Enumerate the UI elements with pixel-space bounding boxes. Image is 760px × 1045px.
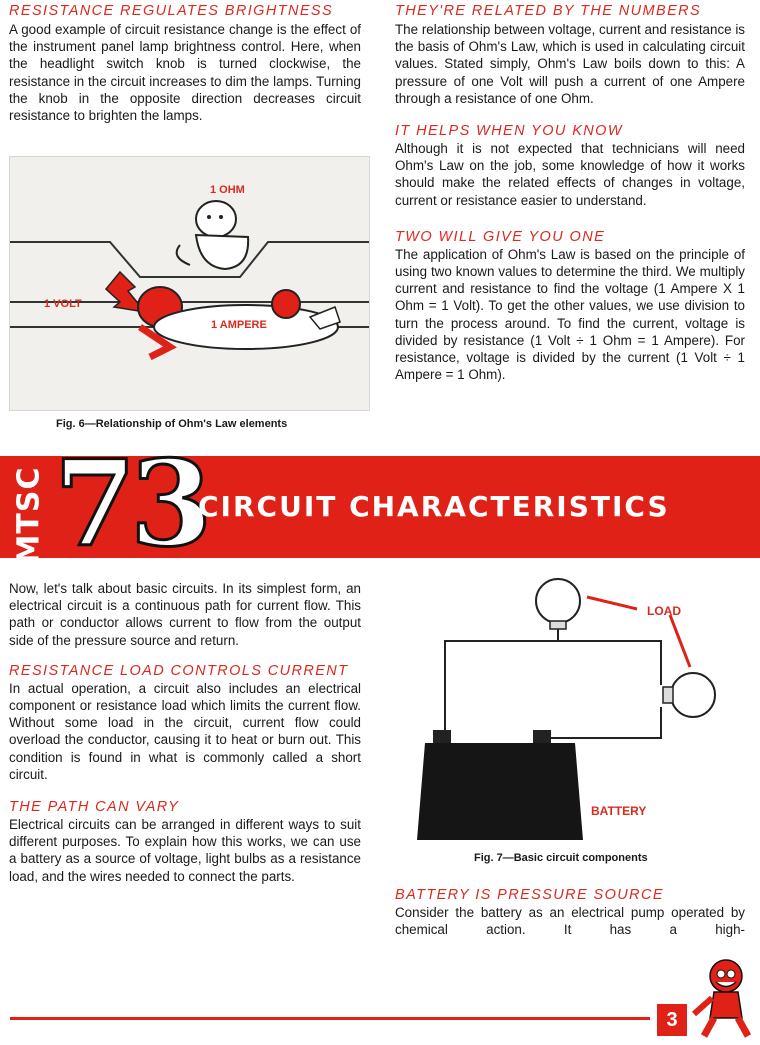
figure-label-ampere: 1 AMPERE bbox=[211, 319, 267, 331]
section-body: The application of Ohm's Law is based on the principle of using two known values to determine the third. We multiply current and resistance to find the voltage (1 Ampere X 1 Ohm = 1 Volt). To get the other values, we use division to turn the process around. To find the current, voltage is divided by resistance (1 Volt ÷ 1 Ohm = 1 Ampere). For resistance, voltage is divided by the current (1 Volt ÷ 1 Ampere = 1 Ohm). bbox=[395, 246, 745, 383]
ohms-law-cartoon bbox=[10, 157, 369, 410]
section-heading: THEY'RE RELATED BY THE NUMBERS bbox=[395, 3, 702, 19]
section-body: Consider the battery as an electrical pump operated by chemical action. It has a high- bbox=[395, 905, 745, 938]
logo-number: 73 bbox=[54, 434, 207, 573]
figure-label-battery: BATTERY bbox=[591, 804, 647, 818]
section-heading: IT HELPS WHEN YOU KNOW bbox=[395, 123, 623, 140]
section-heading: RESISTANCE REGULATES BRIGHTNESS bbox=[9, 3, 334, 19]
battery-icon bbox=[417, 743, 583, 840]
battery-terminal bbox=[533, 730, 551, 744]
right-bottom-column bbox=[395, 887, 745, 938]
figure-basic-circuit bbox=[405, 575, 745, 845]
intro-paragraph: Now, let's talk about basic circuits. In its simplest form, an electrical circuit is a continuous path for current flow. This path or conductor allows current to flow from the output side of the pressure source and return. bbox=[9, 581, 361, 648]
ohm-character-head bbox=[196, 201, 236, 237]
section-heading: TWO WILL GIVE YOU ONE bbox=[395, 228, 606, 245]
right-top-column bbox=[395, 3, 745, 383]
figure-caption: Fig. 6—Relationship of Ohm's Law elements bbox=[56, 418, 288, 430]
section-body: Electrical circuits can be arranged in different ways to suit different purposes. To explain how this works, we can use a battery as a source of voltage, light bulbs as a resistance load, and the wires needed to connect the parts. bbox=[9, 817, 361, 884]
figure-label-volt: 1 VOLT bbox=[44, 298, 82, 310]
section-heading: BATTERY IS PRESSURE SOURCE bbox=[395, 887, 664, 903]
section-heading: THE PATH CAN VARY bbox=[9, 799, 180, 816]
section-body: A good example of circuit resistance change is the effect of the instrument panel lamp brightness control. Here, when the headlight switch knob is turned clockwise, the resistance in the circuit increases to dim the lamps. Turning the knob in the opposite direction decreases circuit resistance to brighten the lamps. bbox=[9, 22, 361, 124]
circuit-illustration bbox=[405, 575, 745, 845]
light-bulb-icon bbox=[536, 579, 580, 623]
figure-ohms-law-illustration bbox=[9, 156, 370, 411]
section-body: Although it is not expected that technicians will need Ohm's Law on the job, some knowledge of how it works should make the related effects of changes in voltage, current or resistance easier to understand. bbox=[395, 141, 745, 208]
section-body: The relationship between voltage, current and resistance is the basis of Ohm's Law, which is used in calculating circuit values. Stated simply, Ohm's Law boils down to this: A pressure of one Volt will push a current of one Ampere through a resistance of one Ohm. bbox=[395, 22, 745, 106]
figure-label-ohm: 1 OHM bbox=[210, 184, 245, 196]
logo-letters: MTSC bbox=[11, 466, 47, 565]
mascot-illustration bbox=[690, 958, 754, 1040]
mtsc-logo bbox=[0, 434, 207, 580]
page-number: 3 bbox=[657, 1004, 687, 1036]
figure-label-load: LOAD bbox=[647, 604, 681, 618]
section-heading: RESISTANCE LOAD CONTROLS CURRENT bbox=[9, 662, 349, 679]
battery-terminal bbox=[433, 730, 451, 744]
mascot-icon bbox=[690, 958, 754, 1040]
light-bulb-icon bbox=[671, 673, 715, 717]
section-body: In actual operation, a circuit also includes an electrical component or resistance load which limits the current flow. Without some load in the circuit, current flow could overload the conductor, causing it to heat or burn out. This condition is found in what is commonly called a short circuit. bbox=[9, 680, 361, 782]
page-title: CIRCUIT CHARACTERISTICS bbox=[198, 490, 670, 523]
left-top-column bbox=[9, 3, 361, 124]
figure-caption: Fig. 7—Basic circuit components bbox=[474, 852, 648, 864]
left-bottom-column bbox=[9, 580, 361, 885]
footer-rule bbox=[10, 1017, 650, 1020]
